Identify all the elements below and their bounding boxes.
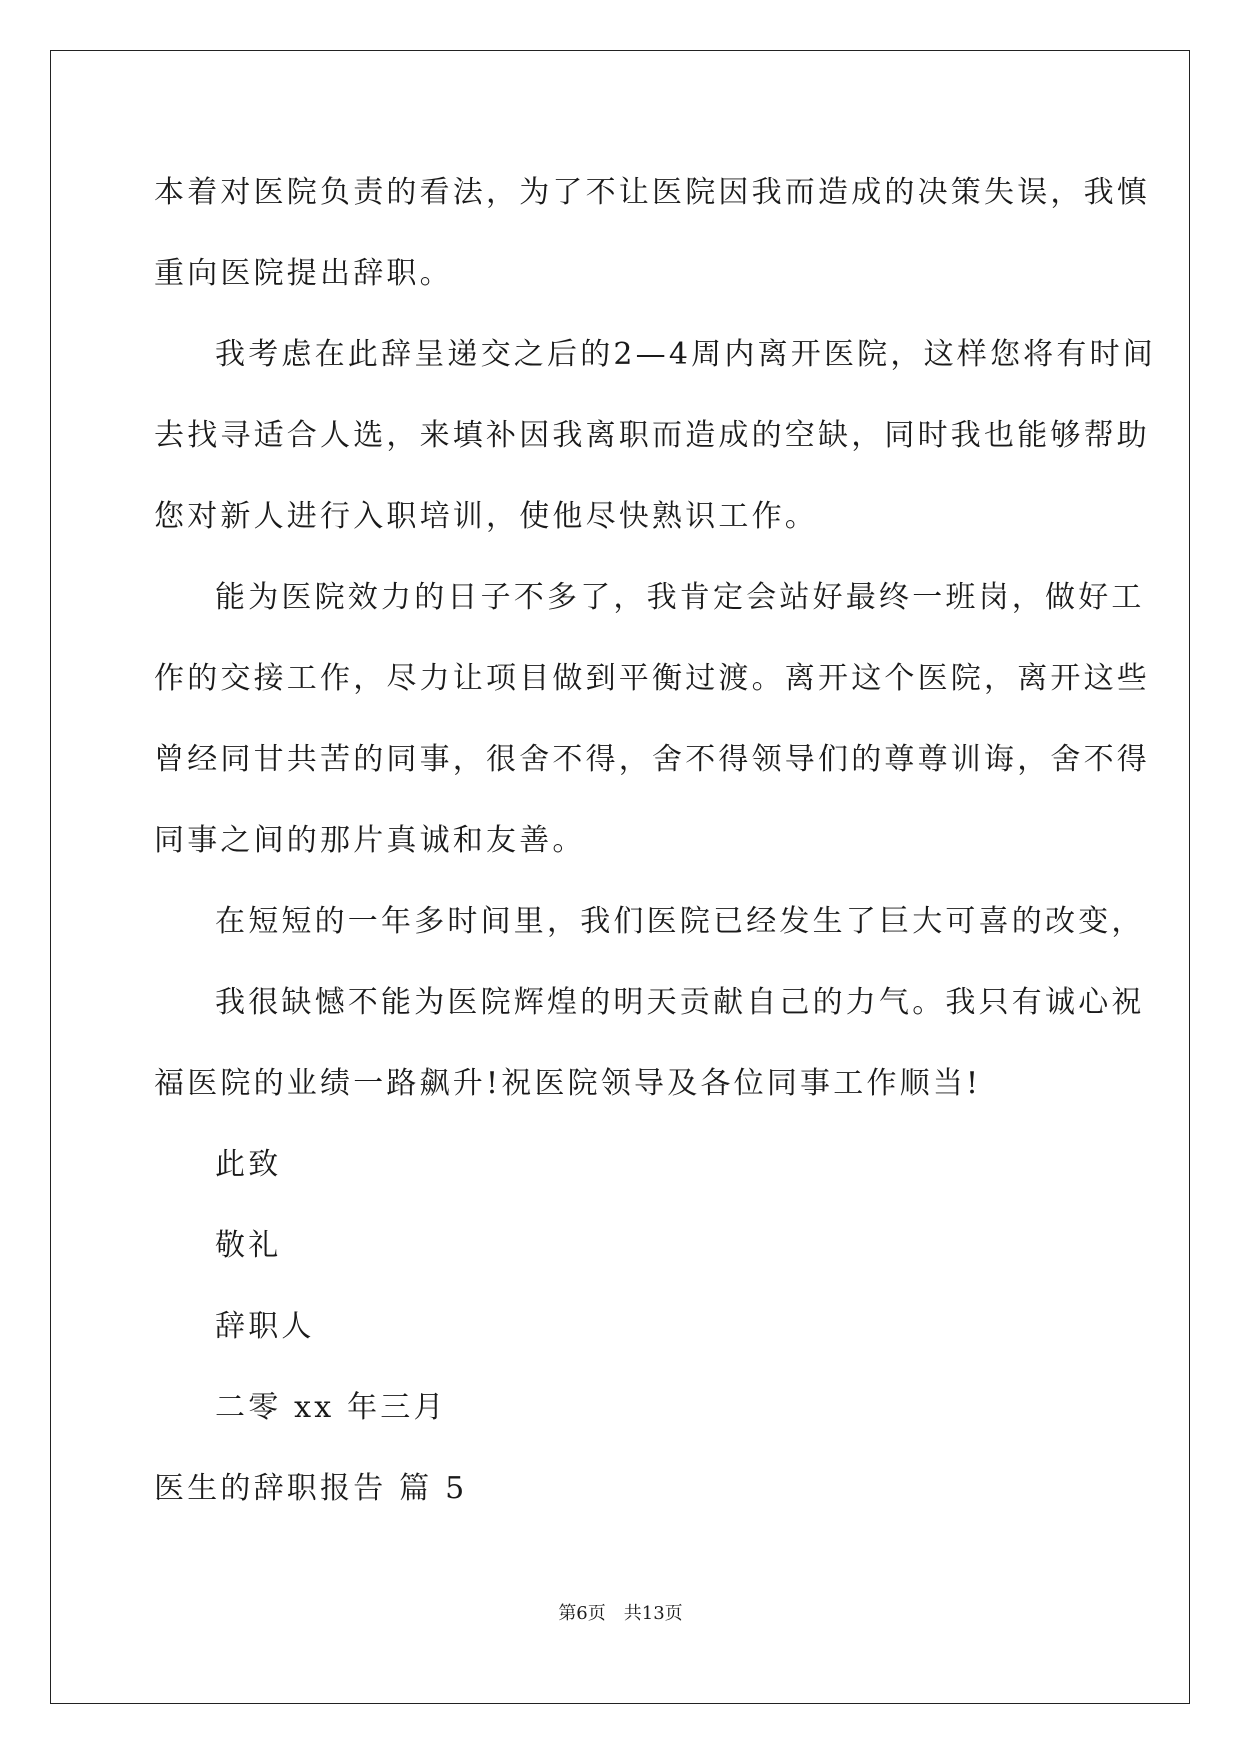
closing-regards: 敬礼 <box>215 1228 282 1263</box>
paragraph-line: 同事之间的那片真诚和友善。 <box>154 823 586 858</box>
date-line: 二零 xx 年三月 <box>215 1390 447 1425</box>
paragraph-line: 重向医院提出辞职。 <box>154 256 453 291</box>
paragraph-line: 本着对医院负责的看法，为了不让医院因我而造成的决策失误，我慎 <box>154 175 1150 210</box>
paragraph-line: 在短短的一年多时间里，我们医院已经发生了巨大可喜的改变， <box>215 904 1145 939</box>
signature-label: 辞职人 <box>215 1309 315 1344</box>
paragraph-line: 我考虑在此辞呈递交之后的2—4周内离开医院，这样您将有时间 <box>215 337 1156 372</box>
paragraph-line: 作的交接工作，尽力让项目做到平衡过渡。离开这个医院，离开这些 <box>154 661 1150 696</box>
paragraph-line: 曾经同甘共苦的同事，很舍不得，舍不得领导们的尊尊训诲，舍不得 <box>154 742 1150 777</box>
paragraph-line: 福医院的业绩一路飙升!祝医院领导及各位同事工作顺当! <box>154 1066 982 1101</box>
section-heading: 医生的辞职报告 篇 5 <box>154 1471 468 1506</box>
page-border <box>50 50 1190 1704</box>
paragraph-line: 我很缺憾不能为医院辉煌的明天贡献自己的力气。我只有诚心祝 <box>215 985 1145 1020</box>
paragraph-line: 去找寻适合人选，来填补因我离职而造成的空缺，同时我也能够帮助 <box>154 418 1150 453</box>
closing-salutation: 此致 <box>215 1147 282 1182</box>
paragraph-line: 您对新人进行入职培训，使他尽快熟识工作。 <box>154 499 818 534</box>
page-number-footer: 第6页 共13页 <box>558 1603 683 1624</box>
paragraph-line: 能为医院效力的日子不多了，我肯定会站好最终一班岗，做好工 <box>215 580 1145 615</box>
